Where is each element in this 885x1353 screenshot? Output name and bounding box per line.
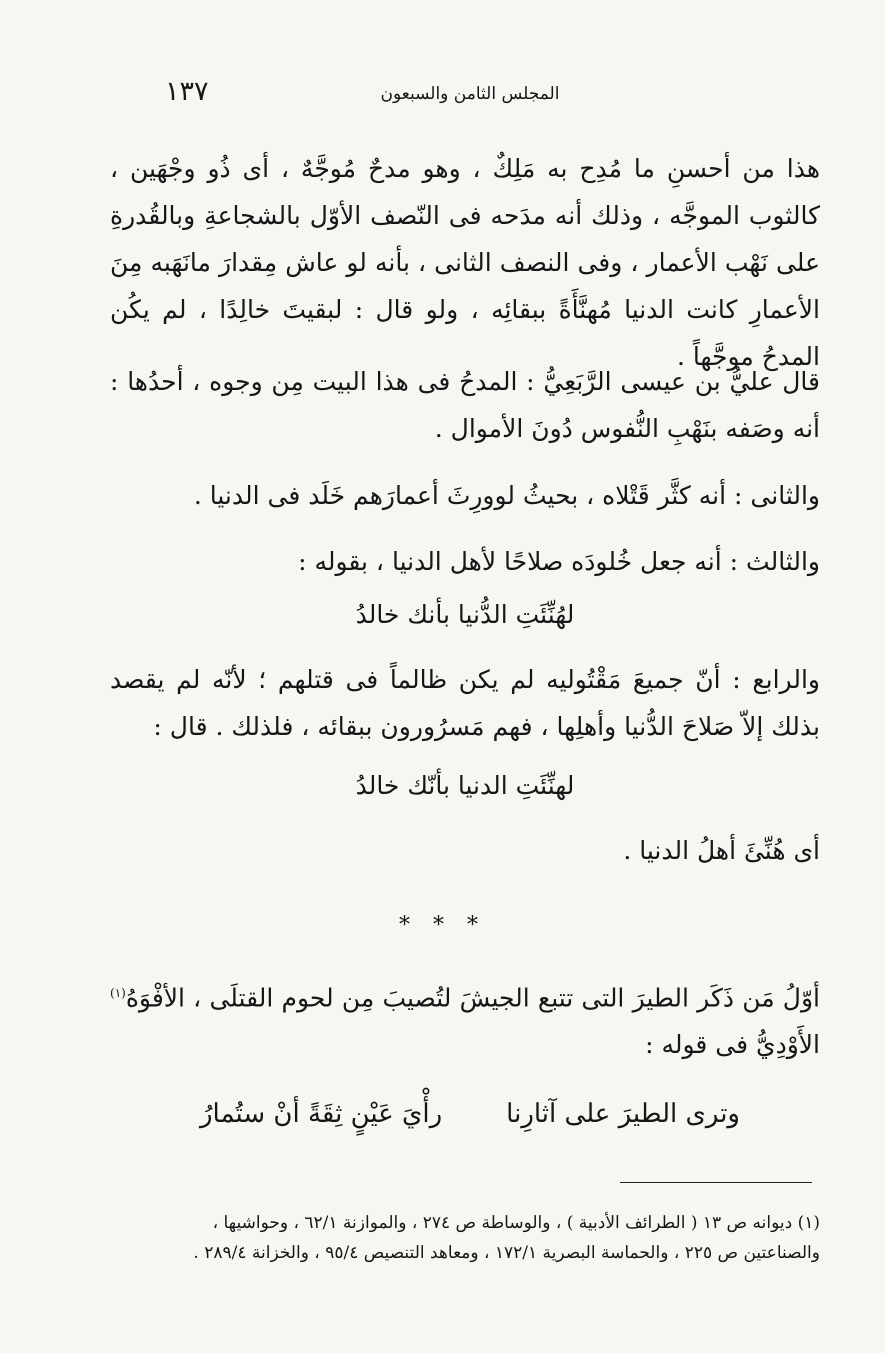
running-title: المجلس الثامن والسبعون xyxy=(380,84,560,104)
paragraph-7 xyxy=(110,970,820,1068)
footnote-line-2: والصناعتين ص ٢٢٥ ، والحماسة البصرية ١٧٢/١ ، ومعاهد التنصيص ٩٥/٤ ، والخزانة ٢٨٩/٤ . xyxy=(193,1243,820,1263)
paragraph-5: والرابع : أنّ جميعَ مَقْتُوليه لم يكن ظالماً فى قتلهم ؛ لأنّه لم يقصد بذلك إلاّ صَلاحَ الدُّنيا وأهلِها ، فهم مَسرُورون ببقائه ، فلذلك . قال : xyxy=(110,665,820,741)
verse-first-hemistich: وترى الطيرَ على آثارِنا xyxy=(506,1099,740,1129)
footnote-separator xyxy=(620,1182,812,1183)
poem-verse xyxy=(200,1092,740,1136)
verse-second-hemistich: رأْيَ عَيْنٍ ثِقَةً أنْ ستُمارُ xyxy=(200,1099,443,1129)
page-number: ١٣٧ xyxy=(165,76,209,107)
paragraph-6: أى هُنِّئَ أهلُ الدنيا . xyxy=(623,836,820,865)
section-divider: * * * xyxy=(399,913,486,938)
paragraph-7-text-a: أوّلُ مَن ذَكَر الطيرَ التى تتبع الجيشَ لتُصيبَ مِن لحوم القتلَى ، الأفْوَهُ xyxy=(125,983,820,1013)
paragraph-7-text-b: الأَوْدِيُّ فى قوله : xyxy=(645,1030,820,1060)
footnote-marker: (١) xyxy=(110,986,126,1000)
verse-hemistich-2: لهنِّئَتِ الدنيا بأنّك خالدُ xyxy=(355,771,575,800)
footnote-line-1: (١) ديوانه ص ١٣ ( الطرائف الأدبية ) ، والوساطة ص ٢٧٤ ، والموازنة ٦٢/١ ، وحواشيها ، xyxy=(212,1213,820,1233)
paragraph-1: هذا من أحسنِ ما مُدِح به مَلِكٌ ، وهو مدحٌ مُوجَّهٌ ، أى ذُو وجْهَين ، كالثوب الموجَّه ، وذلك أنه مدَحه فى النّصف الأوّل بالشجاعةِ وبالقُدرةِ على نَهْب الأعمار ، وفى النصف الثانى ، بأنه لو عاش مِقدارَ مانَهَبه مِنَ الأعمارِ كانت الدنيا مُهنَّأَةً ببقائِه ، ولو قال : لبقيتَ خالِدًا ، لم يكُن المدحُ موجَّهاً . xyxy=(110,154,820,371)
paragraph-2: قال عليُّ بن عيسى الرَّبَعِيُّ : المدحُ فى هذا البيت مِن وجوه ، أحدُها : أنه وصَفه بنَهْبِ النُّفوس دُونَ الأموال . xyxy=(110,367,820,443)
paragraph-4: والثالث : أنه جعل خُلودَه صلاحًا لأهل الدنيا ، بقوله : xyxy=(298,547,820,576)
paragraph-3: والثانى : أنه كثَّر قَتْلاه ، بحيثُ لوورِثَ أعمارَهم خَلَد فى الدنيا . xyxy=(193,481,820,510)
verse-hemistich-1: لهُنِّئَتِ الدُّنيا بأنك خالدُ xyxy=(355,600,575,629)
